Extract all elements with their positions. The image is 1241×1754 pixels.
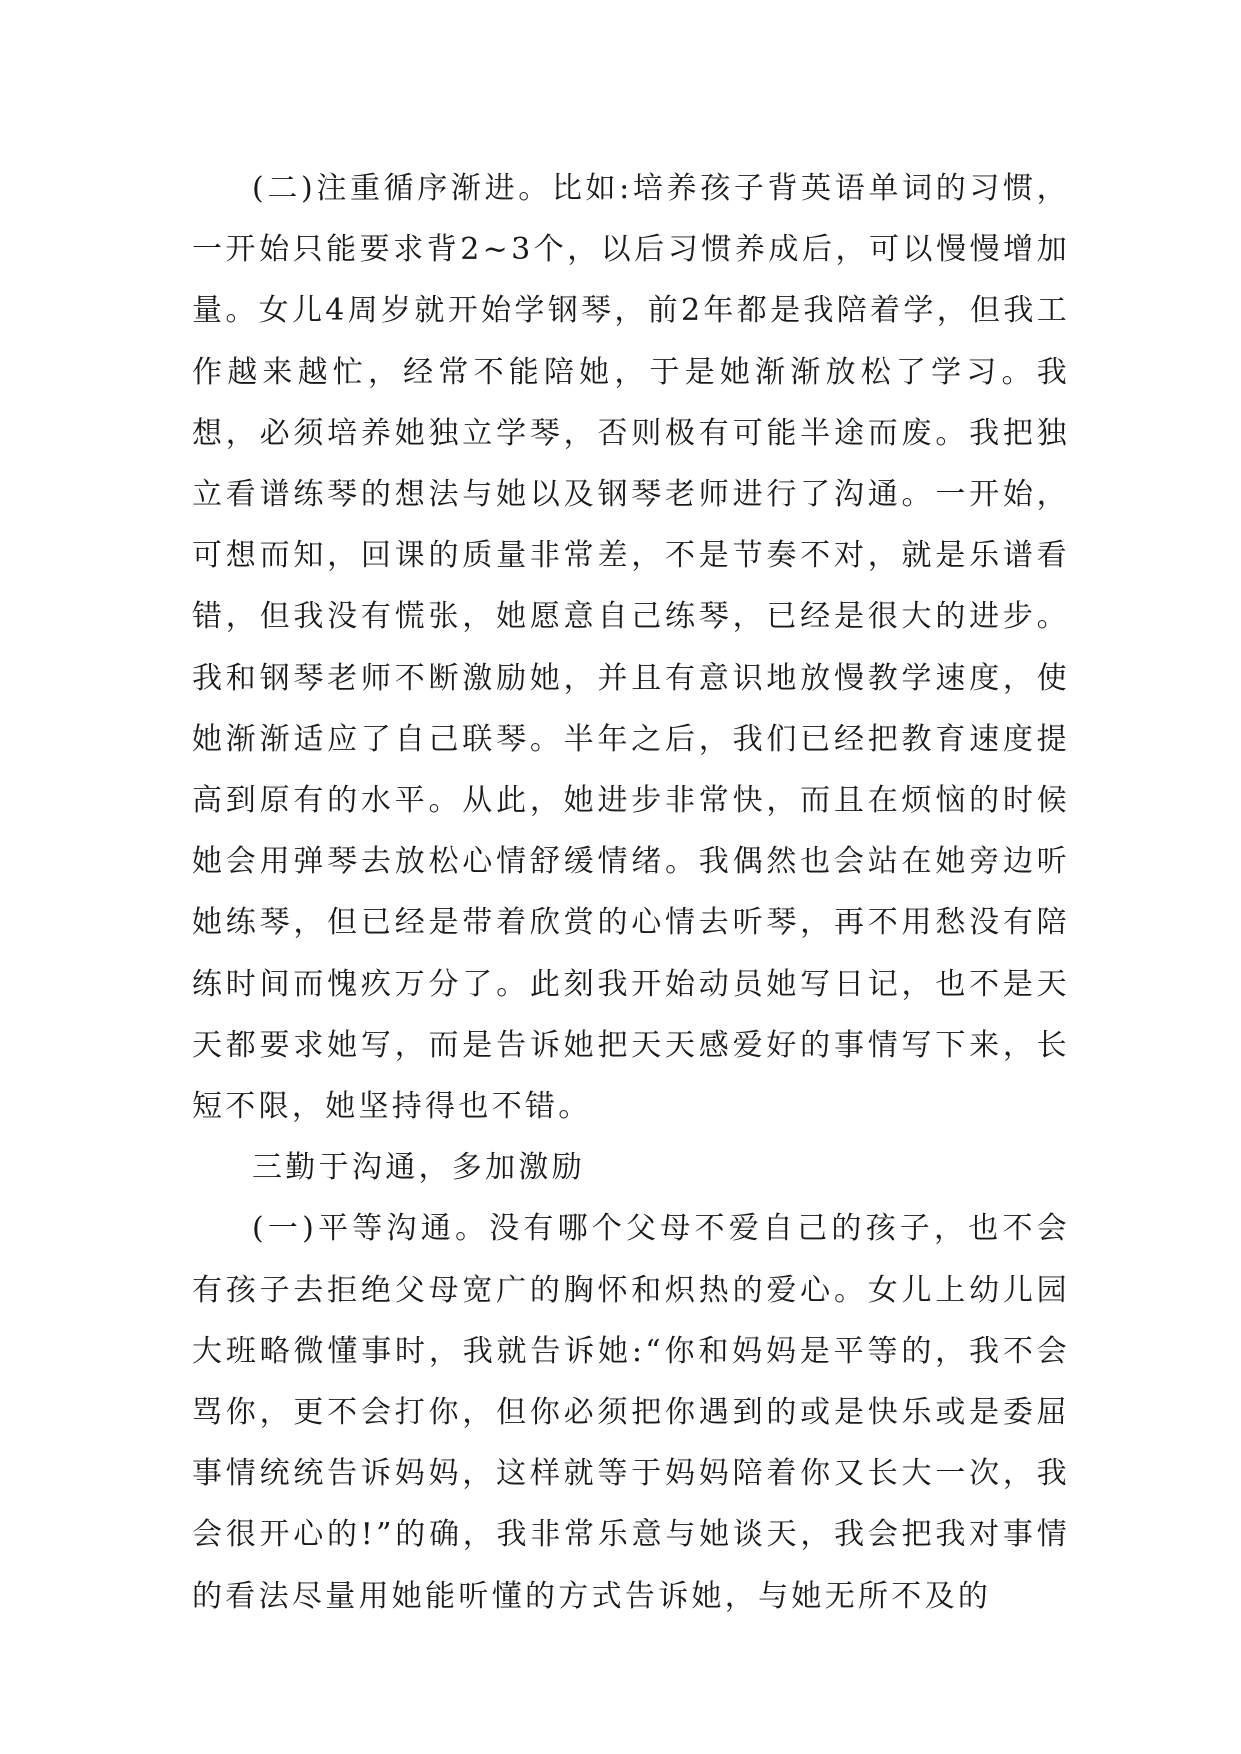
paragraph-gradual-progress: (二)注重循序渐进。比如:培养孩子背英语单词的习惯，一开始只能要求背2~3个，以后习惯养成后，可以慢慢增加量。女儿4周岁就开始学钢琴，前2年都是我陪着学，但我工作越来越忙，经常不能陪她，于是她渐渐放松了学习。我想，必须培养她独立学琴，否则极有可能半途而废。我把独立看谱练琴的想法与她以及钢琴老师进行了沟通。一开始，可想而知，回课的质量非常差，不是节奏不对，就是乐谱看错，但我没有慌张，她愿意自己练琴，已经是很大的进步。我和钢琴老师不断激励她，并且有意识地放慢教学速度，使她渐渐适应了自己联琴。半年之后，我们已经把教育速度提高到原有的水平。从此，她进步非常快，而且在烦恼的时候她会用弹琴去放松心情舒缓情绪。我偶然也会站在她旁边听她练琴，但已经是带着欣赏的心情去听琴，再不用愁没有陪练时间而愧疚万分了。此刻我开始动员她写日记，也不是天天都要求她写，而是告诉她把天天感爱好的事情写下来，长短不限，她坚持得也不错。 [192,171,1070,1125]
section-heading-communication: 三勤于沟通，多加激励 [252,1150,585,1186]
document-body [192,158,1070,1627]
paragraph-equal-communication: (一)平等沟通。没有哪个父母不爱自己的孩子，也不会有孩子去拒绝父母宽广的胸怀和炽热的爱心。女儿上幼儿园大班略微懂事时，我就告诉她:“你和妈妈是平等的，我不会骂你，更不会打你，但你必须把你遇到的或是快乐或是委屈事情统统告诉妈妈，这样就等于妈妈陪着你又长大一次，我会很开心的!”的确，我非常乐意与她谈天，我会把我对事情的看法尽量用她能听懂的方式告诉她，与她无所不及的 [192,1211,1070,1614]
